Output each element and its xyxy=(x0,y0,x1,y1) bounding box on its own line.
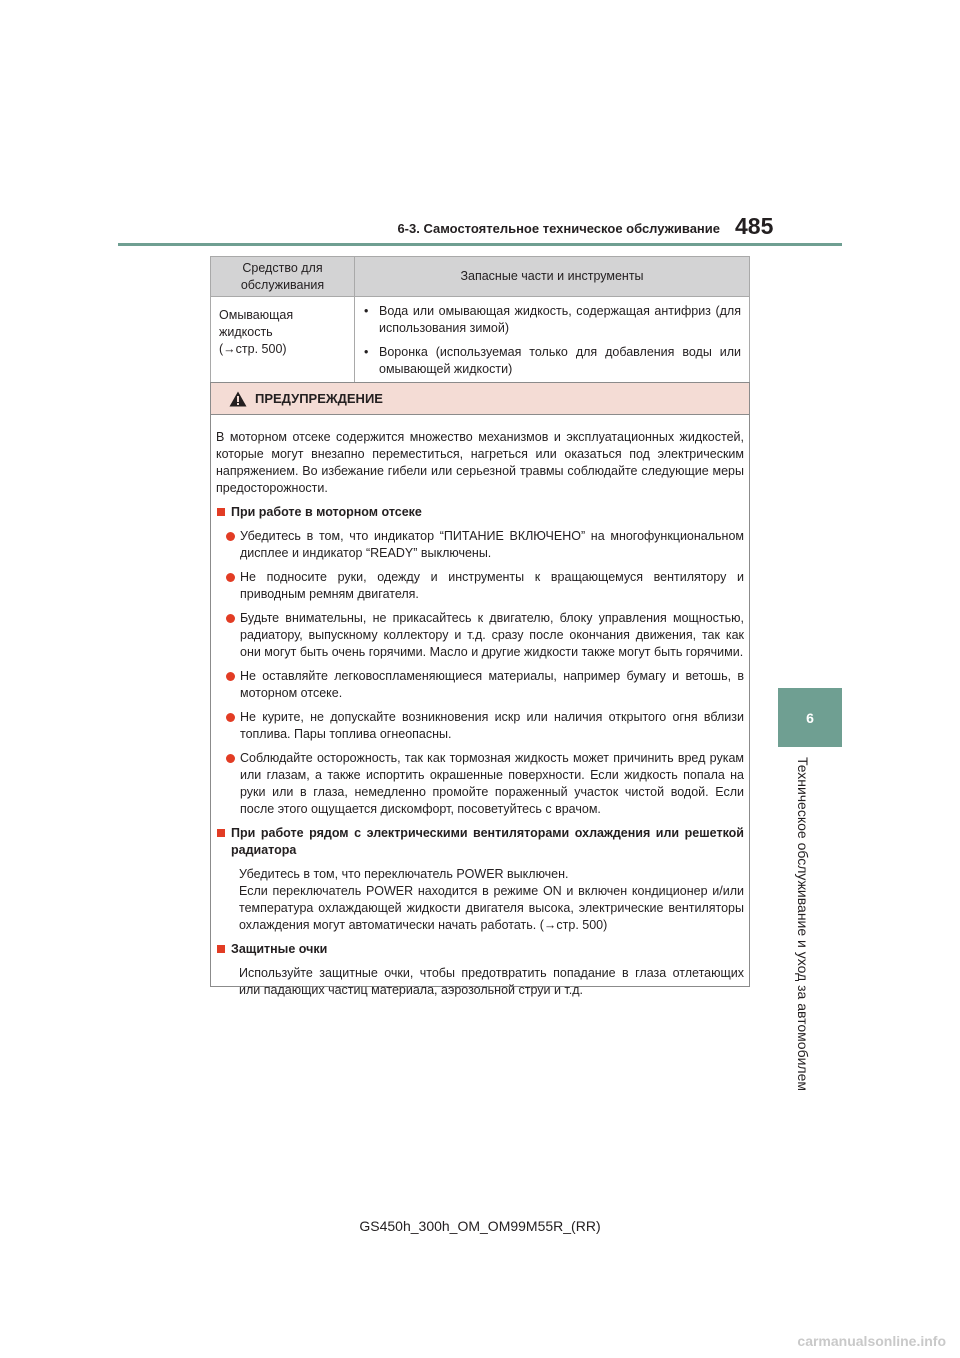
warning-intro: В моторном отсеке содержится множество механизмов и эксплуатационных жидкостей, которые могут внезапно переместиться, нагреться или оказаться под электрическим напряжением. Во избежание гибели или серьезной травмы соблюдайте следующие меры предосторожности. xyxy=(216,430,744,495)
paragraph-line: Убедитесь в том, что переключатель POWER выключен. xyxy=(239,867,569,881)
bullet-icon: • xyxy=(364,304,369,318)
warning-triangle-icon xyxy=(229,391,247,407)
chapter-number: 6 xyxy=(806,709,814,726)
table-cell-item xyxy=(211,297,355,385)
warning-header xyxy=(211,383,749,415)
list-item xyxy=(225,750,744,818)
table-header-tool xyxy=(211,257,355,297)
parts-list xyxy=(363,303,741,378)
arrow-icon: → xyxy=(223,342,236,356)
item-ref-open: ( xyxy=(219,342,224,356)
circle-bullet-icon xyxy=(226,614,235,623)
section-heading xyxy=(216,941,744,958)
bullet-text: Не курите, не допускайте возникновения искр или наличия открытого огня вблизи топлива. Пары топлива огнеопасны. xyxy=(240,710,744,741)
maintenance-parts-table xyxy=(210,256,750,385)
document-code: GS450h_300h_OM_OM99M55R_(RR) xyxy=(359,1218,601,1234)
header-tool-line1: Средство для xyxy=(242,260,323,275)
section-heading-text: Защитные очки xyxy=(231,942,328,956)
item-ref: стр. 500) xyxy=(235,342,287,356)
circle-bullet-icon xyxy=(226,713,235,722)
list-item xyxy=(225,709,744,743)
page-number: 485 xyxy=(735,213,774,239)
bullet-text: Соблюдайте осторожность, так как тормозная жидкость может причинить вред рукам или глазам, а также испортить окрашенные поверхности. Если жидкость попала на руки или в глаза, немедленно промойте пораженный участок чистой водой. Если после этого ощущается дискомфорт, посоветуйтесь с врачом. xyxy=(240,751,744,816)
bullet-icon: • xyxy=(364,345,369,359)
section-paragraph xyxy=(239,866,744,934)
table-cell-parts xyxy=(355,297,750,385)
section-heading xyxy=(216,504,744,521)
square-bullet-icon xyxy=(217,829,225,837)
circle-bullet-icon xyxy=(226,573,235,582)
section-heading-text: При работе рядом с электрическими вентиляторами охлаждения или решеткой радиатора xyxy=(231,826,744,857)
list-item xyxy=(225,569,744,603)
arrow-icon: → xyxy=(543,918,557,932)
list-item xyxy=(363,303,741,337)
part-text: Вода или омывающая жидкость, содержащая антифриз (для использования зимой) xyxy=(379,304,741,335)
header-tool-line2: обслуживания xyxy=(240,277,325,292)
table-header-parts: Запасные части и инструменты xyxy=(355,257,750,297)
circle-bullet-icon xyxy=(226,754,235,763)
list-item xyxy=(225,668,744,702)
square-bullet-icon xyxy=(217,508,225,516)
square-bullet-icon xyxy=(217,945,225,953)
bullet-text: Будьте внимательны, не прикасайтесь к двигателю, блоку управления мощностью, радиатору, выпускному коллектору и т.д. сразу после окончания движения, так как они могут быть очень горячими. Масло и другие жидкости также могут быть горячими. xyxy=(240,611,744,659)
list-item xyxy=(225,528,744,562)
bullet-text: Не оставляйте легковоспламеняющиеся материалы, например бумагу и ветошь, в моторном отсеке. xyxy=(240,669,744,700)
paragraph-line: Если переключатель POWER находится в режиме ON и включен кондиционер и/или температура охлаждающей жидкости двигателя высока, электрические вентиляторы охлаждения могут автоматически начать работать. ( xyxy=(239,884,744,932)
page-ref: стр. 500) xyxy=(556,918,608,932)
watermark: carmanualsonline.info xyxy=(797,1333,946,1349)
section-heading xyxy=(216,825,744,859)
table-header-row xyxy=(211,257,750,297)
part-text: Воронка (используемая только для добавления воды или омывающей жидкости) xyxy=(379,345,741,376)
warning-title: ПРЕДУПРЕЖДЕНИЕ xyxy=(255,391,383,406)
item-line2: жидкость xyxy=(219,325,273,339)
section-paragraph: Используйте защитные очки, чтобы предотвратить попадание в глаза отлетающих или падающих частиц материала, аэрозольной струи и т.д. xyxy=(239,966,744,997)
chapter-side-label: Техническое обслуживание и уход за автомобилем xyxy=(795,756,811,1092)
section-title: 6-3. Самостоятельное техническое обслуживание xyxy=(397,221,720,236)
table-row xyxy=(211,297,750,385)
bullet-text: Убедитесь в том, что индикатор “ПИТАНИЕ ВКЛЮЧЕНО” на многофункциональном дисплее и индикатор “READY” выключены. xyxy=(240,529,744,560)
warning-box xyxy=(210,382,750,997)
list-item xyxy=(363,344,741,378)
circle-bullet-icon xyxy=(226,672,235,681)
section-heading-text: При работе в моторном отсеке xyxy=(231,505,422,519)
circle-bullet-icon xyxy=(226,532,235,541)
item-line1: Омывающая xyxy=(219,308,294,322)
list-item xyxy=(225,610,744,661)
header-rule xyxy=(118,243,842,246)
warning-body xyxy=(211,415,749,999)
bullet-text: Не подносите руки, одежду и инструменты к вращающемуся вентилятору и приводным ремням двигателя. xyxy=(240,570,744,601)
